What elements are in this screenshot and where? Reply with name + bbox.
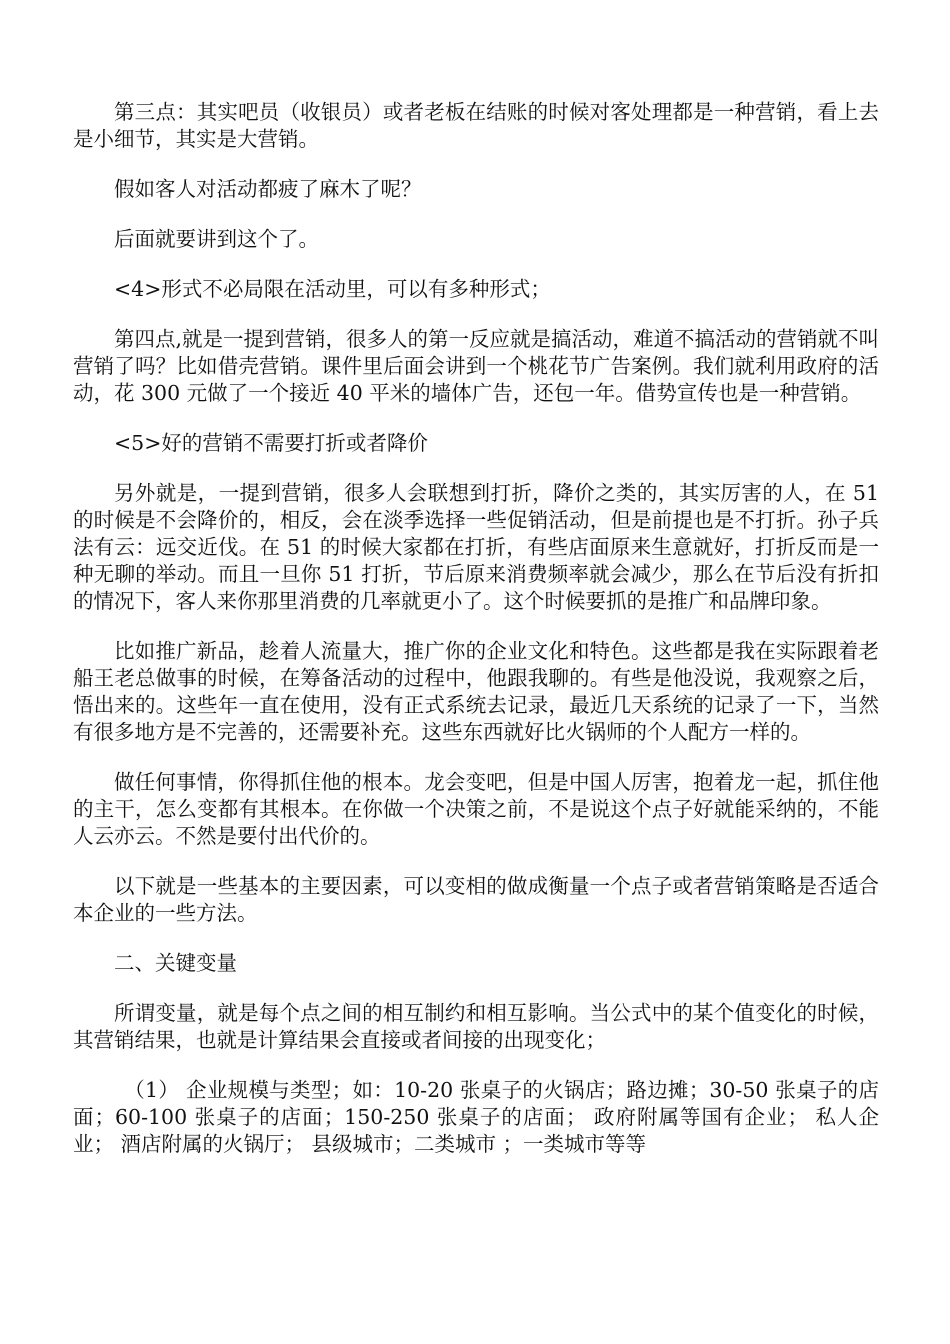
paragraph-factors: 以下就是一些基本的主要因素，可以变相的做成衡量一个点子或者营销策略是否适合本企业的一些方法。 — [73, 874, 879, 925]
paragraph-question: 假如客人对活动都疲了麻木了呢？ — [114, 177, 422, 201]
heading-point-5: <5>好的营销不需要打折或者降价 — [114, 431, 428, 455]
paragraph-variables-definition: 所谓变量，就是每个点之间的相互制约和相互影响。当公式中的某个值变化的时候，其营销结果，也就是计算结果会直接或者间接的出现变化； — [73, 1001, 879, 1052]
paragraph-fundamentals: 做任何事情，你得抓住他的根本。龙会变吧，但是中国人厉害，抱着龙一起，抓住他的主干，怎么变都有其根本。在你做一个决策之前，不是说这个点子好就能采纳的，不能人云亦云。不然是要付出代价的。 — [73, 770, 879, 848]
paragraph-discount: 另外就是，一提到营销，很多人会联想到打折，降价之类的，其实厉害的人，在 51 的时候是不会降价的，相反，会在淡季选择一些促销活动，但是前提也是不打折。孙子兵法有云：远交近伐。在 51 的时候大家都在打折，有些店面原来生意就好，打折反而是一种无聊的举动。而且一旦你 51 打折，节后原来消费频率就会减少，那么在节后没有折扣的情况下，客人来你那里消费的几率就更小了。这个时候要抓的是推广和品牌印象。 — [73, 481, 879, 613]
document-page — [73, 99, 879, 1181]
paragraph-point-three: 第三点：其实吧员（收银员）或者老板在结账的时候对客处理都是一种营销，看上去是小细节，其实是大营销。 — [73, 100, 879, 151]
paragraph-followup: 后面就要讲到这个了。 — [114, 227, 319, 251]
paragraph-promotion: 比如推广新品，趁着人流量大，推广你的企业文化和特色。这些都是我在实际跟着老船王老总做事的时候，在筹备活动的过程中，他跟我聊的。有些是他没说，我观察之后，悟出来的。这些年一直在使用，没有正式系统去记录，最近几天系统的记录了一下，当然有很多地方是不完善的，还需要补充。这些东西就好比火锅师的个人配方一样的。 — [73, 639, 879, 744]
heading-point-4: <4>形式不必局限在活动里，可以有多种形式； — [114, 277, 551, 301]
paragraph-point-four: 第四点,就是一提到营销，很多人的第一反应就是搞活动，难道不搞活动的营销就不叫营销了吗？比如借壳营销。课件里后面会讲到一个桃花节广告案例。我们就利用政府的活动，花 300 元做了一个接近 40 平米的墙体广告，还包一年。借势宣传也是一种营销。 — [73, 327, 880, 405]
list-item-enterprise-scale: （1） 企业规模与类型；如：10-20 张桌子的火锅店；路边摊；30-50 张桌子的店面；60-100 张桌子的店面；150-250 张桌子的店面； 政府附属等国有企业； 私人企业； 酒店附属的火锅厅； 县级城市；二类城市 ；一类城市等等 — [73, 1078, 879, 1156]
section-heading-key-variables: 二、关键变量 — [114, 951, 237, 975]
